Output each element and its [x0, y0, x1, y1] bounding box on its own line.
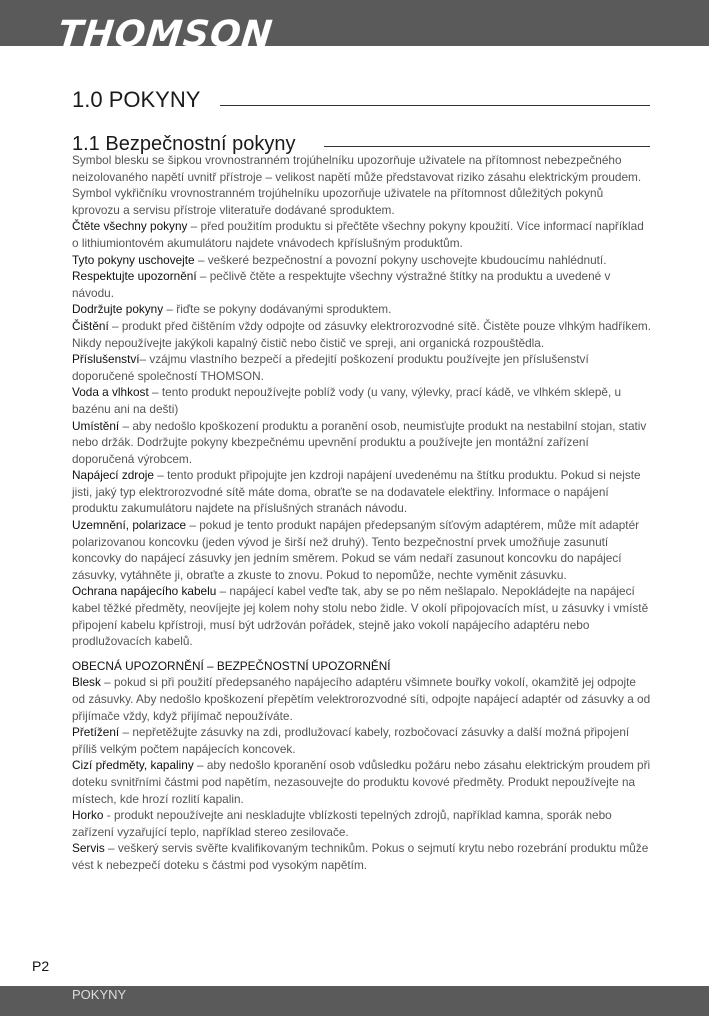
instruction-text: – veškeré bezpečnostní a povozní pokyny uschovejte kbudoucímu nahlédnutí.: [194, 252, 607, 267]
instruction-item: [72, 384, 652, 417]
instruction-term: Uzemnění, polarizace: [72, 518, 187, 533]
instruction-term: Příslušenství: [72, 352, 140, 367]
brand-logo: THOMSON: [55, 14, 275, 55]
instruction-item: [72, 674, 652, 724]
instruction-text: – aby nedošlo kpoškození produktu a poranění osob, neumisťujte produkt na nestabilní stojan, stativ nebo držák. Dodržujte pokyny kbezpečnému upevnění produktu a používejte jen montážní zařízení doporučená výrobcem.: [72, 418, 647, 466]
instruction-text: – pečlivě čtěte a respektujte všechny výstražné štítky na produktu a uvedené v návodu.: [72, 269, 611, 300]
instruction-text: – tento produkt nepoužívejte poblíž vody (u vany, výlevky, prací kádě, ve vlhkém sklepě, u bazénu ani na dešti): [72, 385, 622, 416]
instruction-item: [72, 218, 652, 251]
instruction-text: – tento produkt připojujte jen kzdroji napájení uvedenému na štítku produktu. Pokud si nejste jisti, jaký typ elektrorozvodné sítě máte doma, obraťte se na dodavatele elektřiny. Informace o napájení produktu zakumulátoru najdete na příslušných stranách návodu.: [72, 468, 641, 516]
instruction-item: [72, 351, 652, 384]
instruction-term: Přetížení: [72, 725, 120, 740]
instruction-term: Ochrana napájecího kabelu: [72, 584, 217, 599]
instruction-term: Blesk: [72, 675, 101, 690]
instruction-text: – řiďte se pokyny dodávanými sproduktem.: [163, 302, 392, 317]
section-title: 1.1 Bezpečnostní pokyny: [72, 133, 296, 155]
instruction-term: Čtěte všechny pokyny: [72, 219, 188, 234]
page-title: 1.0 POKYNY: [72, 87, 201, 112]
intro-paragraph: Symbol vykřičníku vrovnostranném trojúhelníku upozorňuje uživatele na přítomnost důležitých pokynů kprovozu a servisu přístroje vliteratuře dodávané sproduktem.: [72, 186, 604, 217]
instruction-text: – před použitím produktu si přečtěte všechny pokyny kpoužití. Více informací například o lithiumiontovém akumulátoru najdete vnávodech kpříslušným produktům.: [72, 219, 644, 250]
footer-section-label: POKYNY: [72, 987, 127, 1002]
instruction-text: - produkt nepoužívejte ani neskladujte vblízkosti tepelných zdrojů, například kamna, sporák nebo zařízení vyzařující teplo, například stereo zesilovače.: [72, 808, 612, 839]
instruction-text: – napájecí kabel veďte tak, aby se po něm nešlapalo. Nepokládejte na napájecí kabel těžké předměty, neovíjejte jej kolem nohy stolu nebo židle. V okolí připojovacích míst, u zásuvky i vmístě připojení kabelu kpřístroji, musí být udržován pořádek, stejně jako vokolí napájecího adaptéru nebo prodlužovacích kabelů.: [72, 584, 649, 649]
instruction-item: [72, 807, 652, 840]
instruction-item: [72, 757, 652, 807]
instruction-list: [72, 218, 652, 649]
instruction-item: [72, 252, 652, 269]
instruction-item: [72, 840, 652, 873]
instruction-item: [72, 724, 652, 757]
instruction-item: [72, 268, 652, 301]
instruction-text: – produkt před čištěním vždy odpojte od zásuvky elektrorozvodné sítě. Čistěte pouze vlhkým hadříkem. Nikdy nepoužívejte jakýkoli kapalný čistič nebo čistič ve spreji, ani organická rozpouštědla.: [72, 318, 651, 350]
body-text: [72, 152, 652, 874]
instruction-text: – veškerý servis svěřte kvalifikovaným technikům. Pokus o sejmutí krytu nebo rozebrání produktu může vést k nebezpečí doteku s částmi pod vysokým napětím.: [72, 841, 649, 872]
instruction-term: Voda a vlhkost: [72, 385, 149, 400]
instruction-item: [72, 318, 652, 351]
instruction-item: [72, 418, 652, 468]
page-number: P2: [32, 958, 50, 974]
instruction-text: – aby nedošlo kporanění osob vdůsledku požáru nebo zásahu elektrickým proudem při doteku svnitřními částmi pod napětím, nezasouvejte do produktu kovové předměty. Produkt nepoužívejte na místech, kde hrozí rozlití kapalin.: [72, 758, 651, 806]
instruction-text: – pokud je tento produkt napájen předepsaným síťovým adaptérem, může mít adaptér polarizovanou koncovku (jeden vývod je širší než druhý). Tento bezpečnostní prvek umožňuje zasunutí koncovky do napájecí zásuvky jen jedním směrem. Pokud se vám nedaří zasunout koncovku do napájecí zásuvky, vytáhněte ji, obraťte a zkuste to znovu. Pokud to nepomůže, nechte vyměnit zásuvku.: [72, 518, 640, 582]
instruction-item: [72, 583, 652, 649]
instruction-term: Dodržujte pokyny: [72, 302, 164, 317]
instruction-term: Umístění: [72, 418, 120, 433]
instruction-text: – vzájmu vlastního bezpečí a předejití poškození produktu používejte jen příslušenství doporučené společností THOMSON.: [72, 352, 589, 383]
instruction-text: – nepřetěžujte zásuvky na zdi, prodlužovací kabely, rozbočovací zásuvky a další možná připojení příliš velkým počtem napájecích koncovek.: [72, 725, 630, 756]
section-divider: [324, 146, 650, 147]
instruction-term: Horko: [72, 808, 104, 823]
intro-paragraph: Symbol blesku se šipkou vrovnostranném trojúhelníku upozorňuje uživatele na přítomnost nebezpečného neizolovaného napětí uvnitř přístroje – velikost napětí může představovat riziko zásahu elektrickým proudem.: [72, 153, 642, 184]
instruction-term: Tyto pokyny uschovejte: [72, 252, 195, 267]
instruction-term: Čištění: [72, 318, 109, 333]
instruction-item: [72, 517, 652, 583]
general-warnings-title: OBECNÁ UPOZORNĚNÍ – BEZPEČNOSTNÍ UPOZORNĚNÍ: [72, 658, 391, 673]
instruction-term: Respektujte upozornění: [72, 269, 197, 284]
instruction-term: Cizí předměty, kapaliny: [72, 758, 194, 773]
title-divider: [220, 105, 650, 106]
instruction-item: [72, 301, 652, 318]
general-warnings-list: [72, 674, 652, 873]
instruction-item: [72, 467, 652, 517]
instruction-term: Napájecí zdroje: [72, 468, 154, 483]
instruction-text: – pokud si při použití předepsaného napájecího adaptéru všimnete bouřky vokolí, okamžitě jej odpojte od zásuvky. Aby nedošlo kpoškození přepětím velektrorozvodné síti, odpojte napájecí adaptér od zásuvky a od přijímače vždy, když přijímač nepoužíváte.: [72, 675, 651, 723]
instruction-term: Servis: [72, 841, 105, 856]
